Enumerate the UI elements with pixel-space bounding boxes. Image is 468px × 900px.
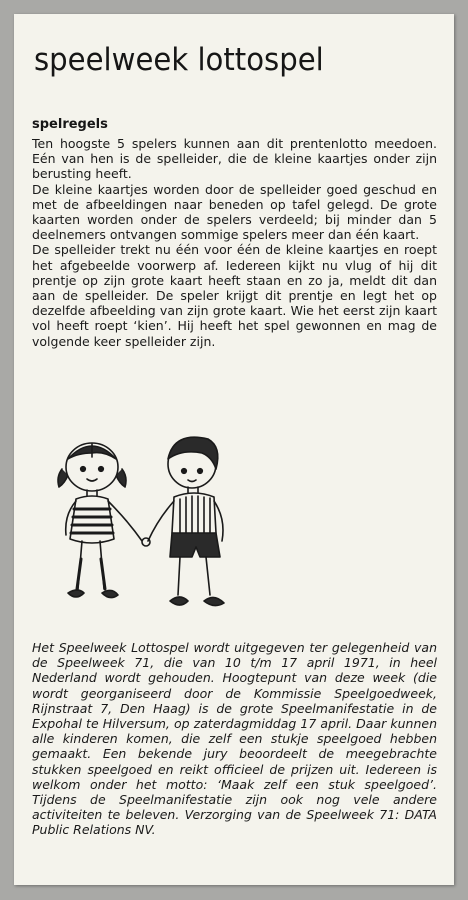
rules-heading: spelregels	[32, 117, 108, 132]
flyer-sheet	[14, 14, 454, 885]
document-title: speelweek lottospel	[34, 42, 324, 78]
rules-paragraph-2: De kleine kaartjes worden door de spelleider goed geschud en met de afbeeldingen naar beneden op tafel gelegd. De grote kaarten worden onder de spelers verdeeld; bij minder dan 5 deelnemers ontvangen sommige spelers meer dan één kaart.	[32, 181, 437, 243]
rules-paragraph-1: Ten hoogste 5 spelers kunnen aan dit prentenlotto meedoen. Eén van hen is de spelleider, die de kleine kaartjes onder zijn berusting heeft.	[32, 136, 437, 182]
footer-text: Het Speelweek Lottospel wordt uitgegeven ter gelegenheid van de Speelweek 71, die van 10 t/m 17 april 1971, in heel Nederland wordt gehouden. Hoogtepunt van deze week (die wordt georganiseerd door de Kommissie Speelgoedweek, Rijnstraat 7, Den Haag) is de grote Speelmanifestatie in de Expohal te Hilversum, op zaterdagmiddag 17 april. Daar kunnen alle kinderen komen, die zelf een stukje speelgoed hebben gemaakt. Een bekende jury beoordeelt de meegebrachte stukken speelgoed en reikt officieel de prijzen uit. Iedereen is welkom onder het motto: ‘Maak zelf een stuk speelgoed’. Tijdens de Speelmanifestatie zijn ook nog vele andere activiteiten te beleven. Verzorging van de Speelweek 71: DATA Public Relations NV.	[32, 640, 437, 838]
children-holding-hands-illustration	[54, 429, 244, 639]
rules-text	[32, 136, 437, 349]
rules-paragraph-3: De spelleider trekt nu één voor één de kleine kaartjes en roept het afgebeelde voorwerp af. Iedereen kijkt nu vlug of hij dit prentje op zijn grote kaart heeft staan en zo ja, meldt dit dan aan de spelleider. De speler krijgt dit prentje en legt het op dezelfde afbeelding van zijn grote kaart. Wie het eerst zijn kaart vol heeft roept ‘kien’. Hij heeft het spel gewonnen en mag de volgende keer spelleider zijn.	[32, 242, 437, 349]
